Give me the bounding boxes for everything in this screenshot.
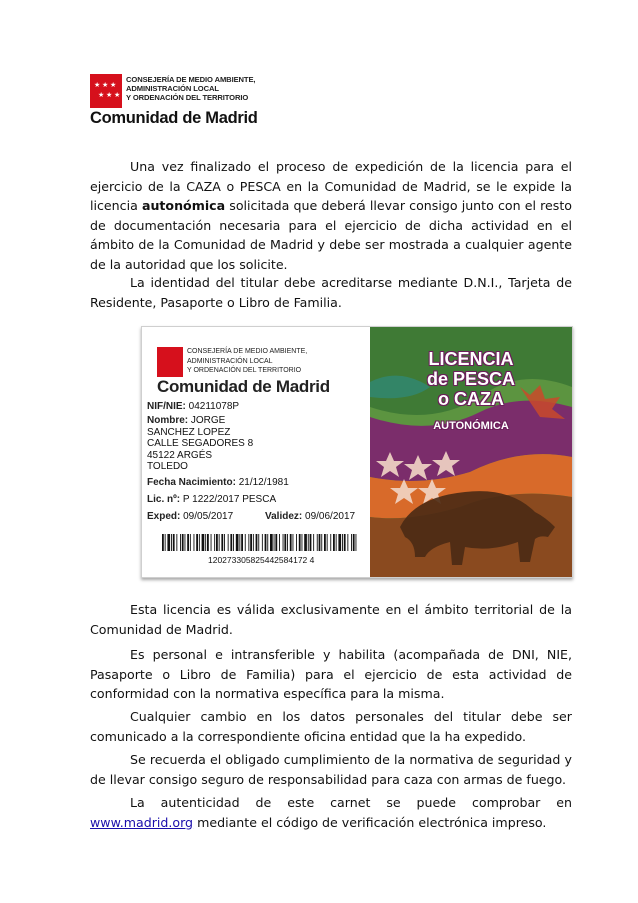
card-title-caza: o CAZA [438,389,504,409]
comunidad-madrid-logo [90,74,270,126]
license-number-field: Lic. nº: P 1222/2017 PESCA [147,494,277,505]
nif-field: NIF/NIE: 04211078P [147,401,240,412]
card-logo [157,347,367,397]
paragraph-authenticity: La autenticidad de este carnet se puede comprobar en www.madrid.org mediante el código de verificación electrónica impreso. [90,795,572,830]
card-department: CONSEJERÍA DE MEDIO AMBIENTE, ADMINISTRACIÓN LOCAL Y ORDENACIÓN DEL TERRITORIO [187,348,308,374]
license-card [141,326,573,578]
madrid-flag-icon [157,347,183,377]
card-title-autonomica: AUTONÓMICA [433,420,509,432]
barcode [162,534,360,551]
birth-date-field: Fecha Nacimiento: 21/12/1981 [147,477,289,488]
madrid-flag-icon: ★ ★ ★ ★ ★ ★ [90,74,122,108]
card-title-licencia: LICENCIA [428,349,514,369]
paragraph-changes: Cualquier cambio en los datos personales del titular debe ser comunicado a la correspondiente oficina entidad que la ha expedido. [90,709,572,744]
department-name: CONSEJERÍA DE MEDIO AMBIENTE, ADMINISTRACIÓN LOCAL Y ORDENACIÓN DEL TERRITORIO [126,75,256,103]
issue-date-field: Exped: 09/05/2017 [147,511,234,522]
name-field: Nombre: JORGE [147,415,226,426]
barcode-number: 120273305825442584172 4 [208,555,315,565]
paragraph-safety: Se recuerda el obligado cumplimiento de la normativa de seguridad y de llevar consigo seguro de responsabilidad para caza con armas de fuego. [90,752,572,787]
bold-autonomica: autonómica [141,198,226,213]
paragraph-validity: Esta licencia es válida exclusivamente en el ámbito territorial de la Comunidad de Madrid. [90,602,572,637]
card-artwork [370,327,572,577]
holder-details: SANCHEZ LOPEZ CALLE SEGADORES 8 45122 ARGÉS TOLEDO [147,427,254,473]
card-title-pesca: de PESCA [426,369,516,389]
paragraph-personal: Es personal e intransferible y habilita (acompañada de DNI, NIE, Pasaporte o Libro de Familia) para el ejercicio de esta actividad de conformidad con la normativa específica para la misma. [90,647,572,701]
madrid-website-link[interactable]: www.madrid.org [90,814,194,830]
card-data-panel [142,327,370,577]
validity-date-field: Validez: 09/06/2017 [265,511,356,522]
paragraph-identity: La identidad del titular debe acreditarse mediante D.N.I., Tarjeta de Residente, Pasaporte o Libro de Familia. [90,275,572,310]
card-organization: Comunidad de Madrid [157,377,330,396]
paragraph-expedition: Una vez finalizado el proceso de expedición de la licencia para el ejercicio de la CAZA o PESCA en la Comunidad de Madrid, se le expide la licencia autonómica solicitada que deberá llevar consigo junto con el resto de documentación necesaria para el ejercicio de dicha actividad en el ámbito de la Comunidad de Madrid y debe ser mostrada a cualquier agente de la autoridad que los solicite. [90,159,572,272]
organization-name: Comunidad de Madrid [90,109,258,127]
